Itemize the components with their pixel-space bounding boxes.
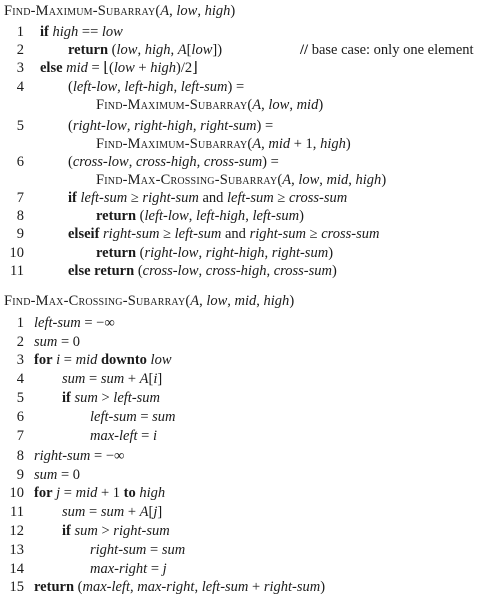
algorithm-title-find-maximum-subarray: Find-Maximum-Subarray(A, low, high) <box>4 3 236 19</box>
code-text: (cross-low, cross-high, cross-sum) = <box>68 154 279 170</box>
code-text: Find-Maximum-Subarray(A, mid + 1, high) <box>96 136 351 152</box>
line-number: 9 <box>16 467 24 483</box>
code-text: max-left = i <box>90 428 157 444</box>
code-text: (right-low, right-high, right-sum) = <box>68 118 274 134</box>
line-number: 4 <box>16 79 24 95</box>
code-text: right-sum = −∞ <box>34 448 125 464</box>
line-number: 12 <box>9 523 24 539</box>
code-text: return (right-low, right-high, right-sum) <box>96 245 334 261</box>
code-text: for j = mid + 1 to high <box>34 485 166 501</box>
line-number: 7 <box>16 190 24 206</box>
line-number: 2 <box>16 334 24 350</box>
line-number: 15 <box>9 579 24 595</box>
code-text: if sum > right-sum <box>62 523 170 539</box>
code-text: return (max-left, max-right, left-sum + right-sum) <box>34 579 326 595</box>
line-number: 5 <box>16 390 24 406</box>
code-text: for i = mid downto low <box>34 352 172 368</box>
code-text: left-sum = sum <box>90 409 176 425</box>
code-text: (left-low, left-high, left-sum) = <box>68 79 245 95</box>
line-number: 1 <box>16 315 24 331</box>
line-number: 6 <box>16 409 24 425</box>
code-text: sum = 0 <box>34 334 81 350</box>
code-text: sum = sum + A[i] <box>62 371 163 387</box>
code-text: left-sum = −∞ <box>34 315 115 331</box>
line-number: 8 <box>16 448 24 464</box>
line-number: 9 <box>16 226 24 242</box>
line-number: 14 <box>9 561 24 577</box>
code-text: sum = 0 <box>34 467 81 483</box>
code-text: Find-Maximum-Subarray(A, low, mid) <box>96 97 324 113</box>
line-number: 13 <box>9 542 24 558</box>
code-text: max-right = j <box>90 561 167 577</box>
line-number: 3 <box>16 60 24 76</box>
code-text: right-sum = sum <box>90 542 186 558</box>
line-number: 6 <box>16 154 24 170</box>
code-text: return (left-low, left-high, left-sum) <box>96 208 304 224</box>
code-text: if sum > left-sum <box>62 390 161 406</box>
line-number: 3 <box>16 352 24 368</box>
line-number: 7 <box>16 428 24 444</box>
line-number: 11 <box>10 504 24 520</box>
line-number: 10 <box>9 245 24 261</box>
line-number: 10 <box>9 485 24 501</box>
code-comment: // base case: only one element <box>300 42 474 58</box>
code-text: sum = sum + A[j] <box>62 504 163 520</box>
code-text: Find-Max-Crossing-Subarray(A, low, mid, high) <box>96 172 387 188</box>
code-text: if left-sum ≥ right-sum and left-sum ≥ cross-sum <box>68 190 348 206</box>
line-number: 1 <box>16 24 24 40</box>
code-text: return (low, high, A[low]) <box>68 42 223 58</box>
code-text: else return (cross-low, cross-high, cross-sum) <box>68 263 337 279</box>
line-number: 11 <box>10 263 24 279</box>
code-text: else mid = ⌊(low + high)/2⌋ <box>40 60 198 76</box>
line-number: 2 <box>16 42 24 58</box>
code-text: if high == low <box>40 24 123 40</box>
code-text: elseif right-sum ≥ left-sum and right-sum ≥ cross-sum <box>68 226 380 242</box>
line-number: 8 <box>16 208 24 224</box>
line-number: 4 <box>16 371 24 387</box>
algorithm-title-find-max-crossing-subarray: Find-Max-Crossing-Subarray(A, low, mid, high) <box>4 293 295 309</box>
line-number: 5 <box>16 118 24 134</box>
